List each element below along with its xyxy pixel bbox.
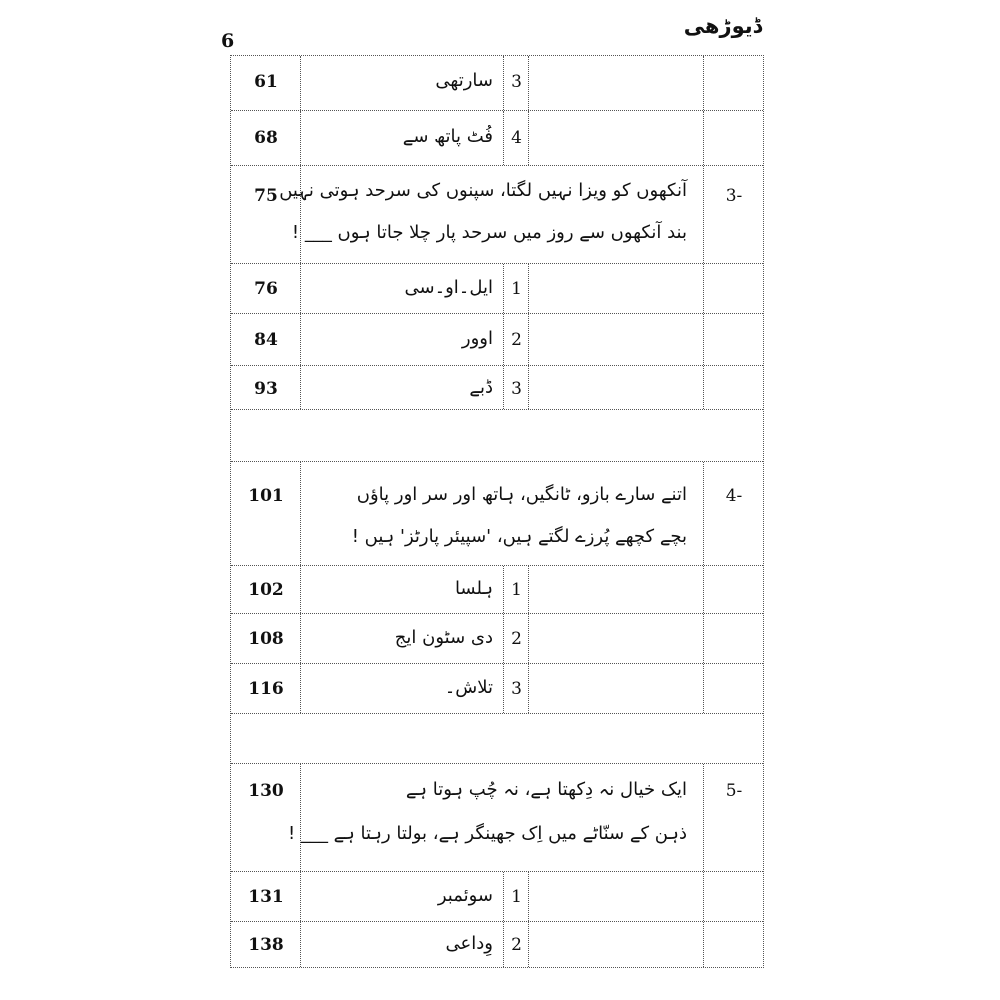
toc-item-row [231, 56, 763, 110]
section-index: 5- [725, 781, 743, 801]
page-ref: 75 [254, 186, 278, 206]
story-number: 1 [511, 279, 522, 299]
story-number: 4 [511, 128, 522, 148]
toc-item-row [231, 871, 763, 921]
toc-item-row [231, 663, 763, 713]
story-title: فُٹ پاتھ سے [402, 126, 493, 147]
section-verse-line: بچے کچھے پُرزے لگتے ہیں، 'سپیئر پارٹز' ہیں ! [351, 526, 687, 547]
story-number: 3 [511, 679, 522, 699]
page-ref: 101 [248, 486, 284, 506]
toc-item-row [231, 565, 763, 613]
toc-section-row [231, 165, 763, 263]
page-number: 6 [221, 30, 235, 52]
toc-item-row [231, 110, 763, 165]
story-title: سوئمبر [437, 885, 493, 906]
toc-item-row [231, 921, 763, 967]
section-verse-line: ذہن کے سنّاٹے میں اِک جھینگر ہے، بولتا رہتا ہے ___ ! [288, 823, 687, 844]
spacer-row [231, 409, 763, 461]
story-number: 2 [511, 935, 522, 955]
page-ref: 130 [248, 781, 284, 801]
section-index: 3- [725, 186, 743, 206]
story-title: وِداعی [445, 933, 493, 954]
section-verse-line: آنکھوں کو ویزا نہیں لگتا، سپنوں کی سرحد ہوتی نہیں [279, 180, 687, 201]
story-title: دی سٹون ایج [394, 627, 493, 648]
page-ref: 68 [254, 128, 278, 148]
section-index: 4- [725, 486, 743, 506]
story-title: تلاش۔ [444, 677, 493, 698]
story-number: 3 [511, 379, 522, 399]
story-number: 1 [511, 580, 522, 600]
page-ref: 61 [254, 72, 278, 92]
story-title: ہلسا [454, 578, 493, 599]
story-number: 3 [511, 72, 522, 92]
section-verse-line: ایک خیال نہ دِکھتا ہے، نہ چُپ ہوتا ہے [405, 779, 687, 800]
toc-item-row [231, 365, 763, 409]
story-number: 1 [511, 887, 522, 907]
page-ref: 138 [248, 935, 284, 955]
page-ref: 131 [248, 887, 284, 907]
story-number: 2 [511, 629, 522, 649]
contents-table [230, 55, 764, 968]
story-title: اوور [461, 328, 493, 349]
toc-item-row [231, 263, 763, 313]
toc-item-row [231, 613, 763, 663]
story-title: سارتھی [435, 70, 493, 91]
toc-section-row [231, 461, 763, 565]
page-ref: 93 [254, 379, 278, 399]
section-verse-line: اتنے سارے بازو، ٹانگیں، ہاتھ اور سر اور پاؤں [356, 484, 687, 505]
page-ref: 108 [248, 629, 284, 649]
running-title: ڈیوڑھی [683, 14, 762, 38]
toc-item-row [231, 313, 763, 365]
section-verse-line: بند آنکھوں سے روز میں سرحد پار چلا جاتا ہوں ___ ! [291, 222, 687, 243]
story-title: ڈبے [469, 377, 493, 398]
page-ref: 102 [248, 580, 284, 600]
page-ref: 76 [254, 279, 278, 299]
page-ref: 84 [254, 330, 278, 350]
page-ref: 116 [248, 679, 284, 699]
story-number: 2 [511, 330, 522, 350]
story-title: ایل۔او۔سی [404, 277, 493, 298]
toc-section-row [231, 763, 763, 871]
spacer-row [231, 713, 763, 763]
